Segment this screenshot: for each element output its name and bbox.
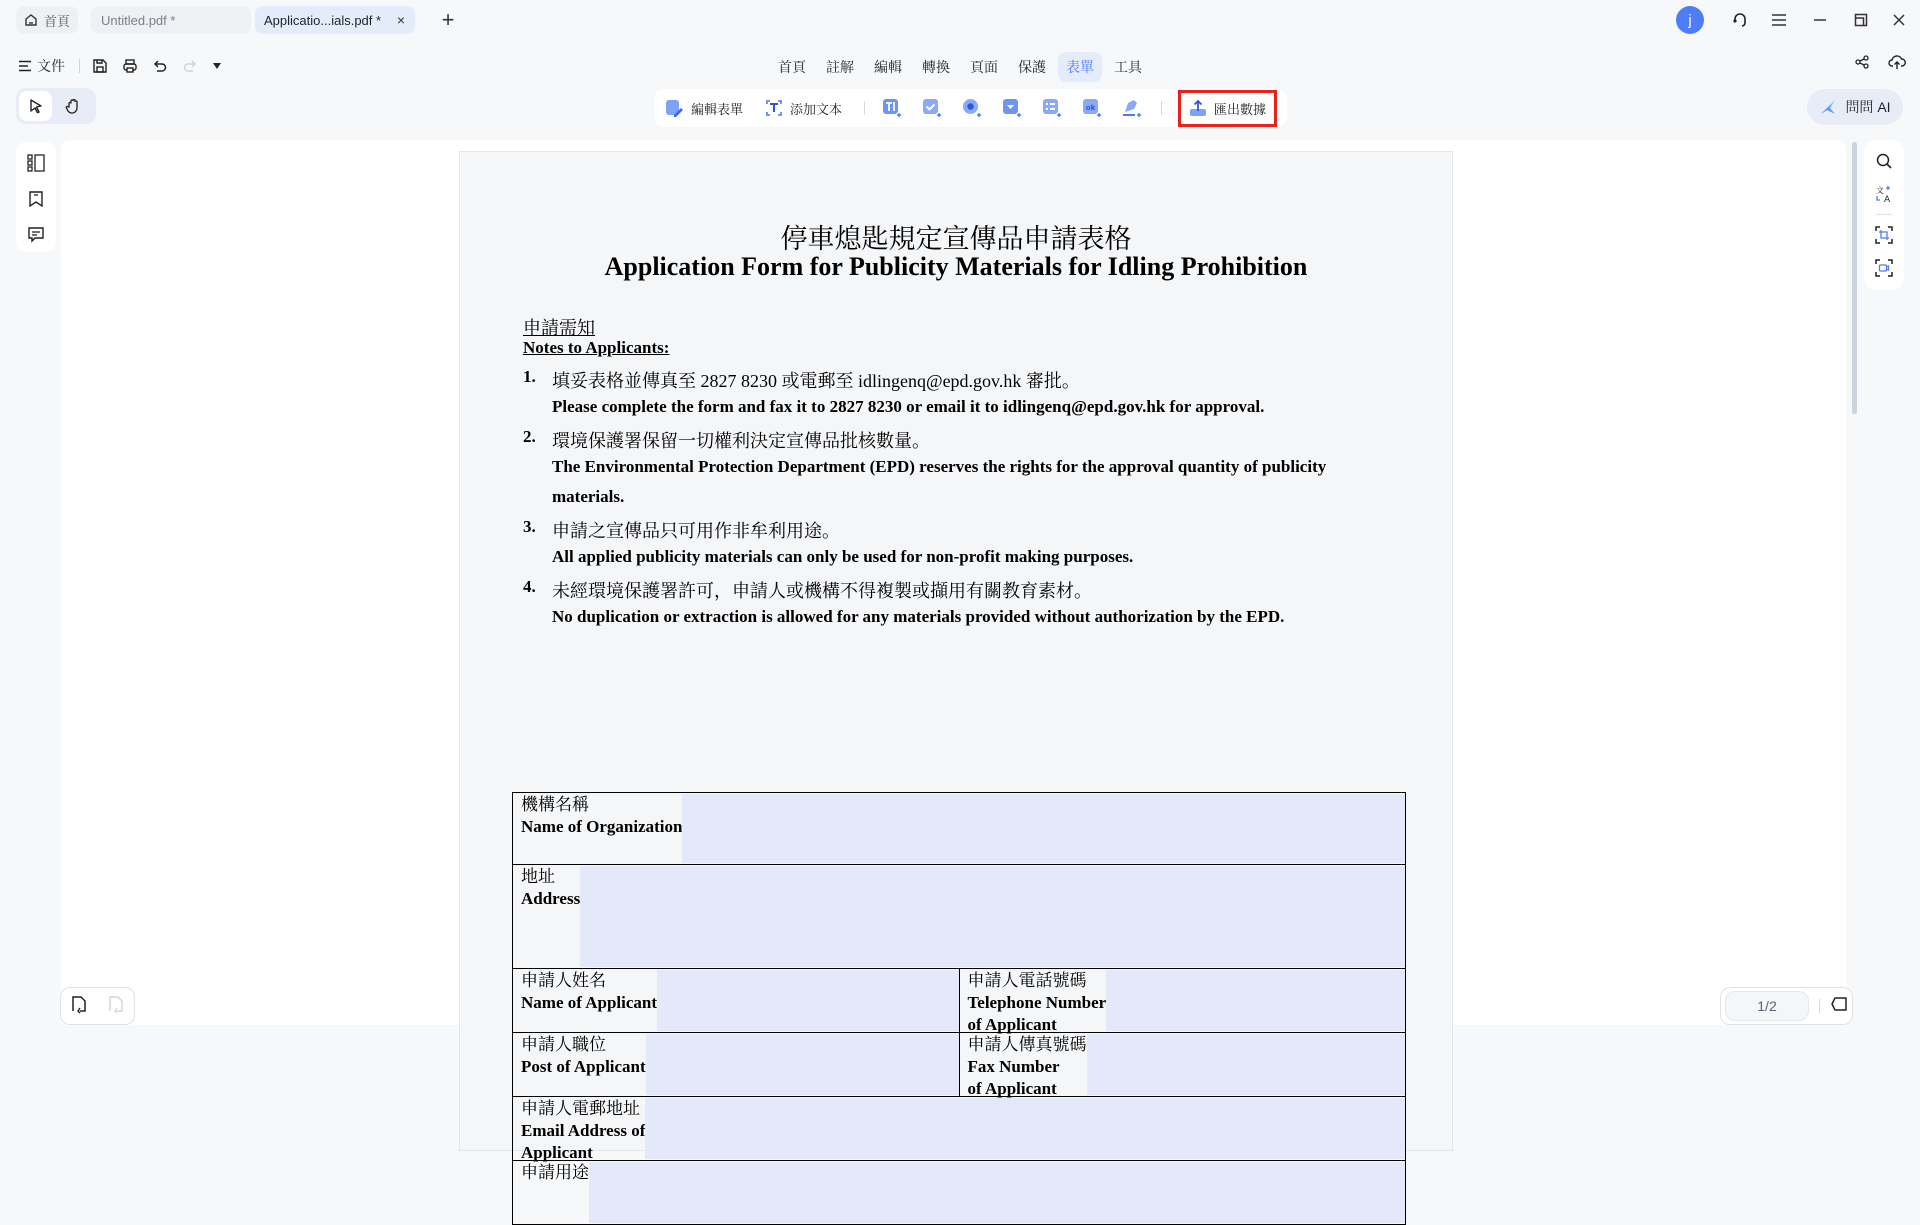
add-text-button[interactable] (765, 93, 842, 123)
title-bar (0, 0, 1920, 40)
divider (1161, 101, 1162, 115)
new-tab-button[interactable]: + (441, 7, 455, 32)
note-text-zh: 申請之宣傳品只可用作非牟利用途。 (552, 521, 840, 541)
add-text-icon (765, 99, 783, 117)
form-row-applicant-name (513, 969, 1405, 1033)
svg-text:ok: ok (1085, 104, 1096, 112)
form-cell (959, 1033, 1406, 1096)
label-zh: 申請人姓名 (521, 971, 606, 990)
radio-button-icon (961, 97, 983, 119)
cursor-arrow-icon (28, 98, 44, 114)
ask-ai-label: 問問 AI (1845, 99, 1891, 115)
label-en: Fax Number (967, 1057, 1060, 1076)
form-cell (513, 1097, 1405, 1160)
list-box-icon (1041, 97, 1063, 119)
page-navigation (1720, 987, 1853, 1025)
label-zh: 機構名稱 (521, 795, 589, 814)
tab-home-label: 首頁 (44, 13, 71, 29)
caret-down-icon (212, 62, 222, 70)
crop-button[interactable] (1872, 223, 1896, 245)
file-menu-button[interactable] (18, 56, 65, 76)
tab-form[interactable]: 表單 (1058, 52, 1102, 82)
notes-heading-en: Notes to Applicants: (523, 338, 670, 357)
ok-button-icon (1081, 97, 1103, 119)
email-field[interactable] (645, 1098, 1405, 1159)
list-box-tool[interactable] (1041, 97, 1063, 119)
add-text-label: 添加文本 (790, 101, 843, 117)
label-zh: 申請用途 (521, 1163, 589, 1182)
bookmarks-button[interactable] (24, 186, 48, 212)
divider (79, 59, 80, 73)
label-en-cont: of Applicant (967, 1079, 1057, 1098)
note-text-zh: 填妥表格並傳真至 2827 8230 或電郵至 idlingenq@epd.gov.hk 審批。 (552, 371, 1080, 391)
field-label-address (513, 865, 580, 968)
post-field[interactable] (646, 1034, 959, 1095)
bookmark-icon (28, 190, 44, 208)
thumbnails-icon (27, 154, 45, 172)
form-cell (513, 969, 959, 1032)
note-text-en: Please complete the form and fax it to 2827 8230 or email it to idlingenq@epd.gov.hk for approval. (552, 397, 1265, 416)
rotate-page-disabled-icon (108, 995, 124, 1013)
search-button[interactable] (1872, 150, 1896, 172)
home-icon (24, 13, 38, 27)
minimize-button[interactable] (1807, 6, 1833, 34)
edit-form-label: 編輯表單 (691, 101, 744, 117)
pdf-page (459, 151, 1453, 1182)
tab-home[interactable] (16, 6, 78, 34)
document-viewport[interactable] (61, 140, 1846, 1182)
label-en-cont: Applicant (521, 1143, 593, 1162)
left-sidebar (16, 142, 56, 252)
support-button[interactable] (1727, 6, 1753, 34)
cursor-mode-toggle (16, 88, 96, 124)
label-en: Name of Applicant (521, 993, 657, 1012)
dropdown-tool[interactable] (1001, 97, 1023, 119)
tab-edit[interactable]: 編輯 (874, 59, 902, 75)
note-text-zh: 未經環境保護署許可，申請人或機構不得複製或擷用有關教育素材。 (552, 581, 1092, 601)
form-cell (513, 865, 1405, 968)
hand-tool-button[interactable] (56, 91, 89, 121)
checkbox-tool[interactable] (921, 97, 943, 119)
right-tool-panel (1864, 140, 1904, 290)
translate-icon (1875, 185, 1893, 206)
label-zh: 申請人職位 (521, 1035, 606, 1054)
label-zh: 地址 (521, 867, 555, 886)
purpose-field[interactable] (589, 1162, 1405, 1223)
maximize-button[interactable] (1848, 6, 1874, 34)
vertical-scrollbar[interactable] (1852, 142, 1857, 414)
rotate-page-icon (71, 995, 87, 1013)
quick-access-bar (18, 54, 236, 78)
tab-home-menu[interactable]: 首頁 (778, 59, 806, 75)
form-row-organization (513, 793, 1405, 865)
hamburger-icon (1771, 13, 1787, 27)
edit-form-icon (664, 98, 684, 118)
form-row-address (513, 865, 1405, 969)
crop-icon (1875, 226, 1893, 244)
label-zh: 申請人電郵地址 (521, 1099, 640, 1118)
note-number: 2. (523, 427, 536, 446)
search-icon (1875, 152, 1893, 170)
fit-page-button[interactable] (1830, 996, 1848, 1017)
divider (1819, 999, 1820, 1013)
form-row-purpose (513, 1161, 1405, 1225)
hand-icon (65, 98, 81, 114)
label-en: Email Address of (521, 1121, 646, 1140)
document-title-zh: 停車熄匙規定宣傳品申請表格 (780, 224, 1132, 254)
note-text-en: All applied publicity materials can only be used for non-profit making purposes. (552, 547, 1134, 566)
note-text-en-cont: materials. (552, 487, 625, 506)
tab-untitled-pdf[interactable] (91, 6, 251, 34)
translate-button[interactable] (1872, 183, 1896, 205)
print-button[interactable] (122, 58, 138, 74)
close-icon (1892, 13, 1906, 27)
field-label-email (513, 1097, 645, 1160)
ask-ai-button[interactable] (1807, 89, 1903, 125)
notes-heading-zh: 申請需知 (523, 318, 595, 338)
export-icon (1189, 99, 1207, 117)
minimize-icon (1813, 13, 1827, 27)
cloud-upload-icon (1888, 54, 1906, 70)
close-tab-icon[interactable]: × (396, 12, 405, 28)
dropdown-icon (1001, 97, 1023, 119)
label-en: Name of Organization (521, 817, 683, 836)
form-cell (513, 1033, 959, 1096)
note-number: 4. (523, 577, 536, 596)
label-en: Address (521, 889, 581, 908)
divider (864, 101, 865, 115)
cloud-upload-button[interactable] (1888, 54, 1906, 75)
telephone-field[interactable] (1106, 970, 1405, 1031)
form-cell (959, 969, 1406, 1032)
field-label-organization (513, 793, 682, 864)
note-text-en: No duplication or extraction is allowed for any materials provided without authorization by the EPD. (552, 607, 1285, 626)
share-button[interactable] (1854, 54, 1870, 75)
collapse-panel-icon (1830, 996, 1848, 1012)
label-zh: 申請人電話號碼 (967, 971, 1087, 990)
restore-icon (1854, 13, 1868, 27)
radio-button-tool[interactable] (961, 97, 983, 119)
export-data-button[interactable] (1178, 90, 1277, 127)
tab-comment[interactable]: 註解 (826, 59, 854, 75)
svg-text:A: A (1884, 195, 1891, 206)
select-tool-button[interactable] (19, 91, 52, 121)
form-cell (513, 1161, 1405, 1224)
close-window-button[interactable] (1886, 6, 1912, 34)
applicant-name-field[interactable] (657, 970, 959, 1031)
main-menu-button[interactable] (1766, 6, 1792, 34)
address-field[interactable] (580, 866, 1405, 967)
rotate-right-button[interactable] (108, 995, 124, 1018)
tab-label: Applicatio...ials.pdf * (264, 12, 382, 28)
form-row-email (513, 1097, 1405, 1161)
redo-icon (182, 58, 198, 74)
page-number-input[interactable]: 1/2 (1725, 991, 1809, 1021)
divider (1876, 214, 1892, 215)
field-label-post (513, 1033, 646, 1096)
note-text-zh: 環境保護署保留一切權利決定宣傳品批核數量。 (552, 431, 930, 451)
note-number: 1. (523, 367, 536, 386)
field-label-fax (960, 1033, 1087, 1096)
thumbnails-button[interactable] (24, 150, 48, 176)
file-menu-label: 文件 (37, 58, 65, 74)
hamburger-icon (18, 60, 32, 72)
form-toolbar (654, 89, 1287, 127)
note-text-en: The Environmental Protection Department (EPD) reserves the rights for the approval quantity of publicity (552, 457, 1327, 476)
signature-field-tool[interactable] (1121, 97, 1143, 119)
user-avatar[interactable]: j (1676, 6, 1704, 34)
note-number: 3. (523, 517, 536, 536)
label-en-cont: of Applicant (967, 1015, 1057, 1034)
svg-text:文: 文 (1876, 186, 1884, 196)
save-icon (92, 58, 108, 74)
edit-form-button[interactable] (664, 93, 743, 123)
tab-page[interactable]: 頁面 (970, 59, 998, 75)
screen-capture-button[interactable] (1872, 257, 1896, 279)
tab-convert[interactable]: 轉換 (922, 59, 950, 75)
comments-button[interactable] (24, 222, 48, 248)
field-label-purpose (513, 1161, 589, 1224)
print-icon (122, 58, 138, 74)
screenshot-icon (1875, 259, 1893, 277)
export-data-label: 匯出數據 (1214, 101, 1267, 117)
save-button[interactable] (92, 58, 108, 74)
rotate-controls (60, 987, 135, 1025)
text-field-icon (881, 97, 903, 119)
form-row-post (513, 1033, 1405, 1097)
redo-button[interactable] (182, 58, 198, 74)
field-label-applicant-name (513, 969, 657, 1032)
rotate-left-button[interactable] (71, 995, 87, 1018)
label-en: Post of Applicant (521, 1057, 646, 1076)
checkbox-icon (921, 97, 943, 119)
tab-protect[interactable]: 保護 (1018, 59, 1046, 75)
document-title-en: Application Form for Publicity Materials for Idling Prohibition (604, 252, 1308, 281)
tab-application-pdf[interactable] (255, 6, 415, 34)
signature-icon (1121, 97, 1143, 119)
ribbon-tabs (770, 52, 1154, 82)
share-upload-group (1854, 54, 1906, 75)
ai-sparkle-icon (1819, 98, 1837, 116)
comment-icon (27, 226, 45, 244)
label-zh: 申請人傳真號碼 (967, 1035, 1087, 1054)
text-field-tool[interactable] (881, 97, 903, 119)
fax-field[interactable] (1087, 1034, 1406, 1095)
quick-access-dropdown[interactable] (212, 62, 222, 70)
form-cell (513, 793, 1405, 864)
organization-name-field[interactable] (682, 794, 1405, 863)
tab-tools[interactable]: 工具 (1114, 59, 1142, 75)
application-form-table (512, 792, 1406, 1225)
undo-button[interactable] (152, 58, 168, 74)
headset-icon (1731, 11, 1749, 29)
field-label-telephone (960, 969, 1107, 1032)
share-icon (1854, 54, 1870, 70)
label-en: Telephone Number (967, 993, 1107, 1012)
button-tool[interactable] (1081, 97, 1103, 119)
undo-icon (152, 58, 168, 74)
tab-label: Untitled.pdf * (101, 12, 176, 28)
